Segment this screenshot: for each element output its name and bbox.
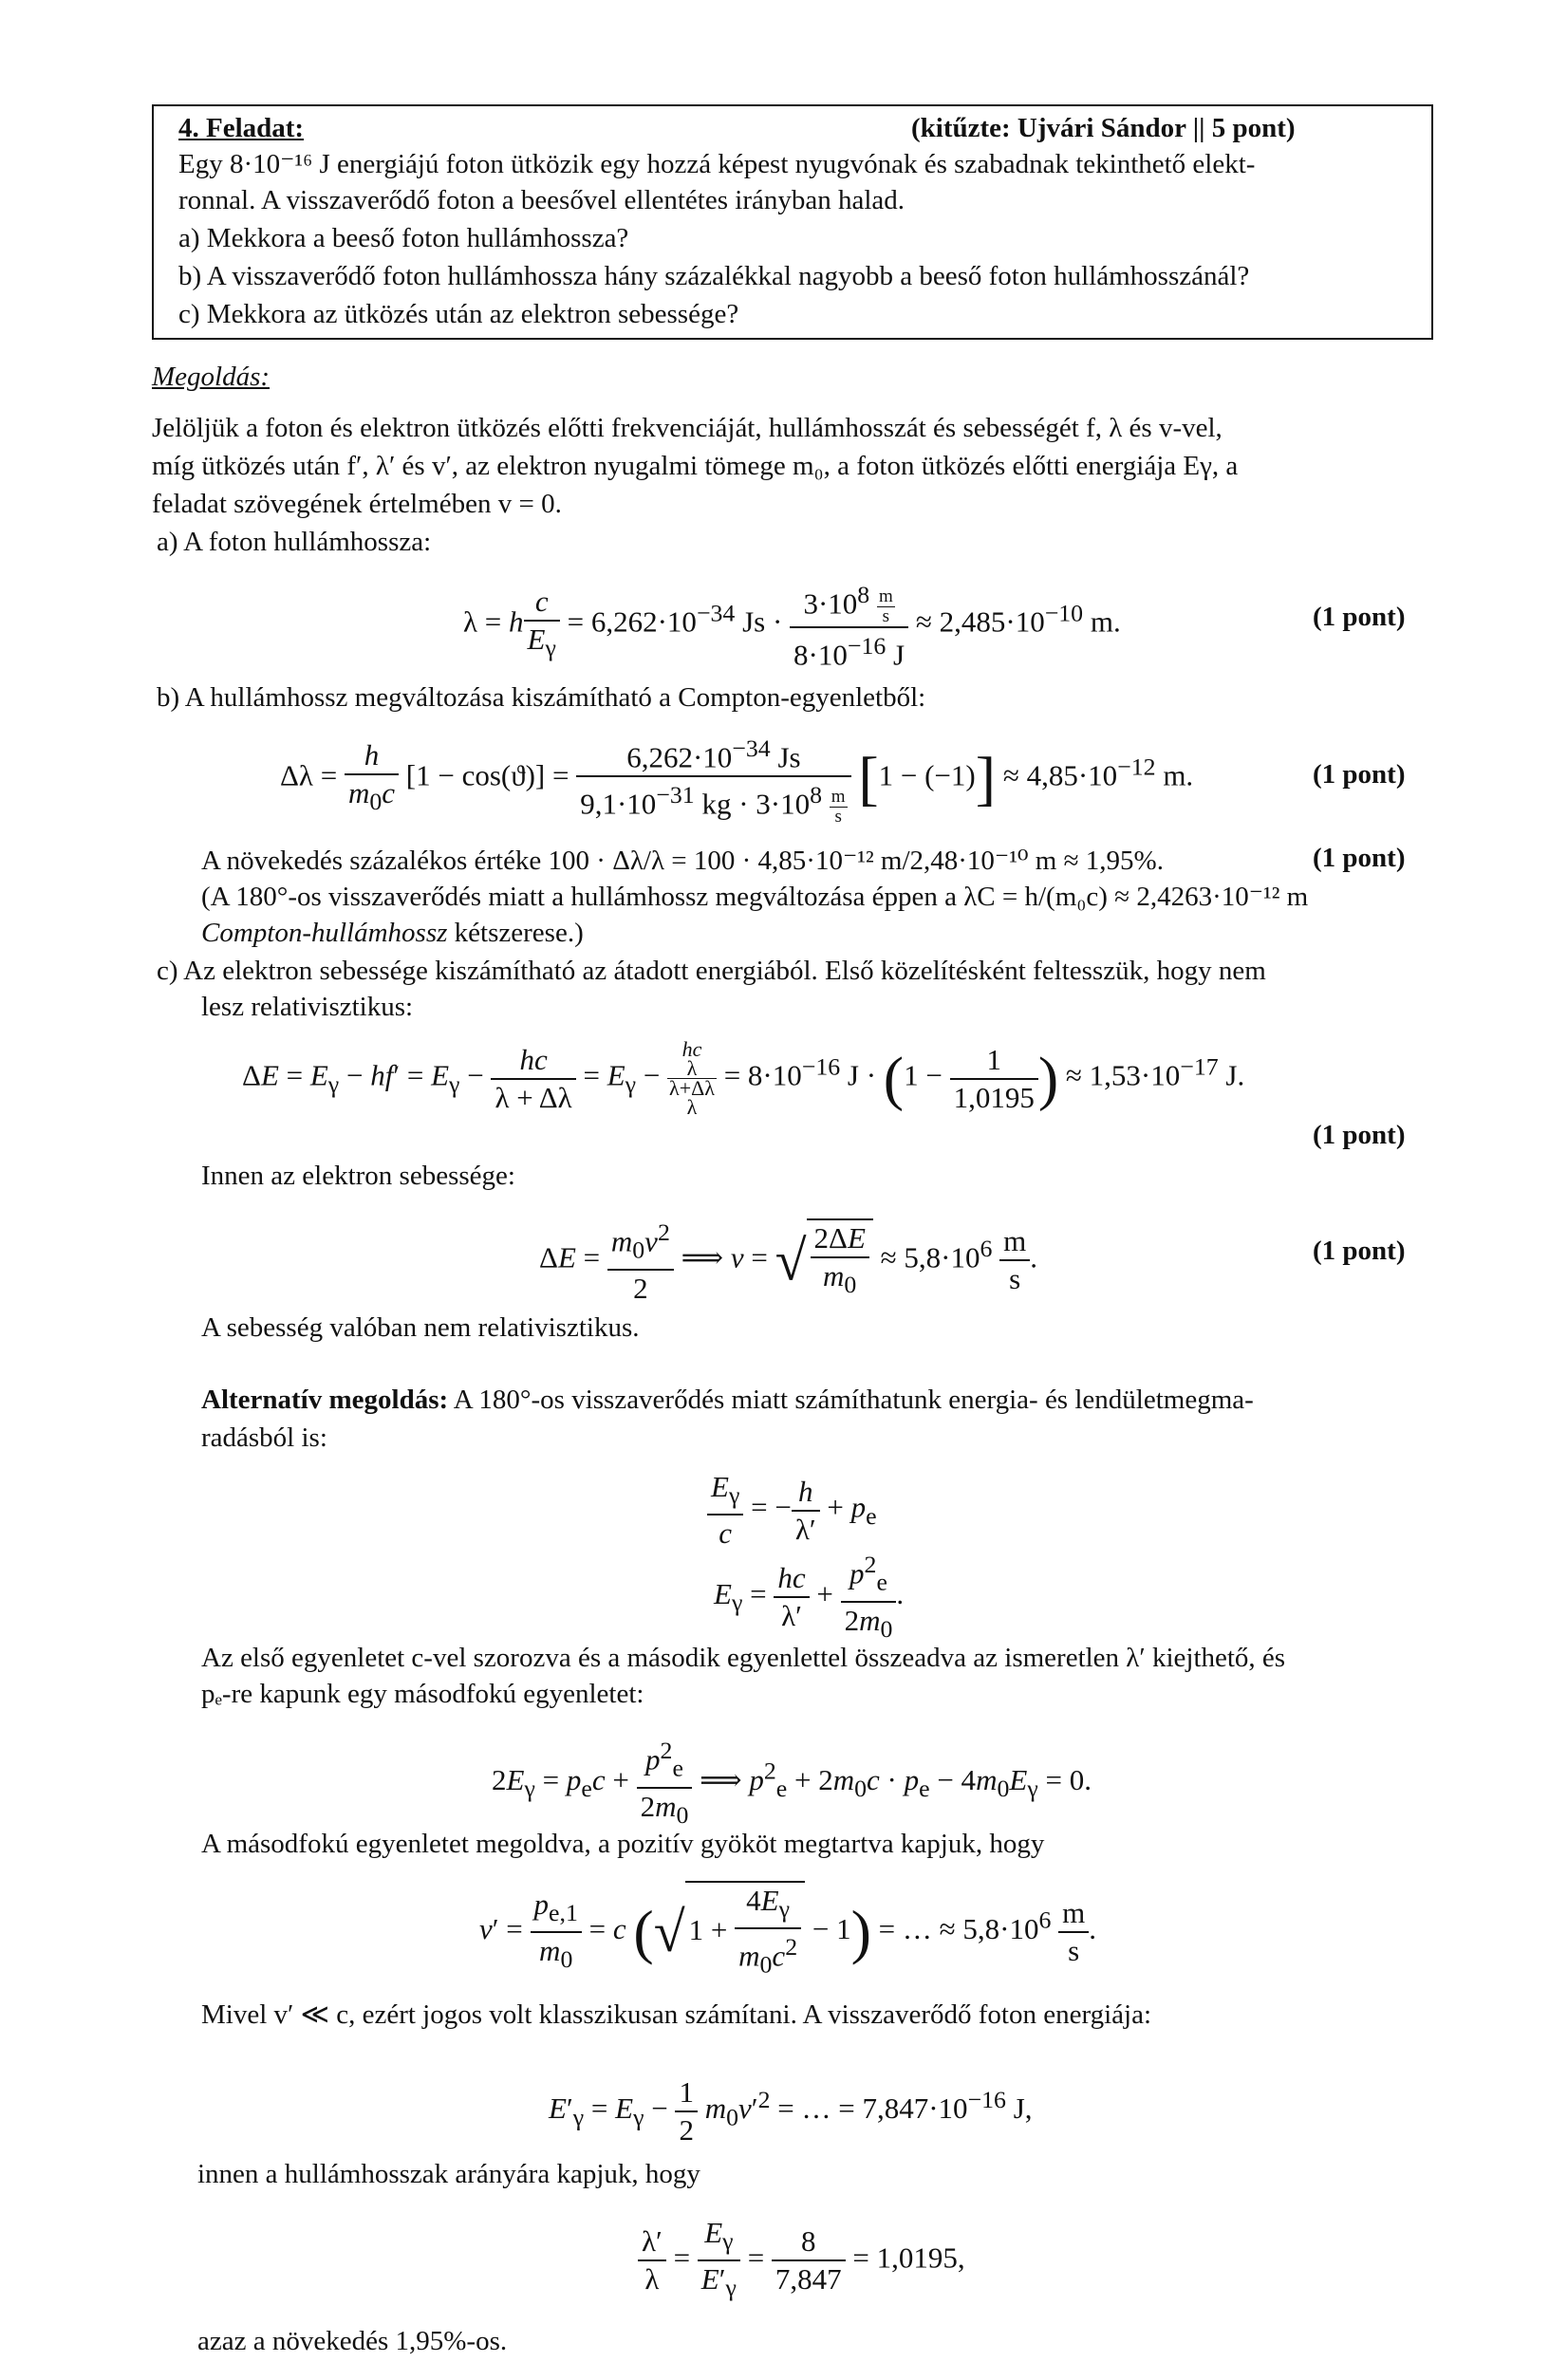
equation-3: $\Delta E = E_\gamma - hf' = E_\gamma$ − $\frac{hc}{\lambda + \Delta\lambda}$ = $E_\gamma$ − hc λ λ+Δλ λ = $8\cdot 10^{-16}$ J · (1 − $\frac{1}{1,0195}$ ) ≈ $1,53\cdot 10^{-17}$ J. — [242, 1037, 1245, 1119]
compton-suffix: kétszerese.) — [447, 918, 584, 948]
part-c-text-1: Innen az elektron sebessége: — [201, 1161, 515, 1191]
alt-line-5: A másodfokú egyenletet megoldva, a pozitív gyököt megtartva kapjuk, hogy — [201, 1829, 1045, 1859]
equation-5a: $\frac{E_\gamma}{c}$ = − $\frac{h}{\lambda'}$ + $p_e$ — [707, 1469, 877, 1552]
alt-line-3: Az első egyenletet c-vel szorozva és a második egyenlettel összeadva az ismeretlen λ′ kiejthető, és — [201, 1643, 1286, 1673]
problem-line-5: c) Mekkora az ütközés után az elektron sebessége? — [178, 299, 739, 329]
alt-label: Alternatív megoldás: — [201, 1385, 449, 1415]
part-a-heading: a) A foton hullámhossza: — [157, 527, 432, 557]
problem-line-3: a) Mekkora a beeső foton hullámhossza? — [178, 223, 629, 253]
equation-6: $2E_\gamma = p_ec$ + $\frac{p^2_e}{2m_0}$ ⟹ $p^2_e + 2m_0c \cdot p_e - 4m_0E_\gamma = 0$. — [492, 1733, 1092, 1833]
points-c2: (1 pont) — [1313, 1236, 1406, 1266]
alt-line-2: radásból is: — [201, 1422, 327, 1453]
equation-7: v′ = $\frac{p_{e,1}}{m_0}$ = c (√ 1 + $\frac{4E_\gamma}{m_0c^2}$ − 1) = … ≈ $5,8\cdot 10^6$ $\frac{m}{s}$ . — [479, 1881, 1096, 1983]
problem-title: 4. Feladat: — [178, 113, 305, 143]
points-c1: (1 pont) — [1313, 1120, 1406, 1150]
equation-2: Δλ = $\frac{h}{m_0c}$ [1 − cos(ϑ)] = $6,262\cdot 10^{-34}$ Js $9,1\cdot 10^{-31}$ kg · $3\cdot 10^8$ $\frac{m}{s}$ $[1 - (-1)] \approx 4,85\cdot 10^{-12}$ m. — [280, 731, 1193, 827]
problem-line-2: ronnal. A visszaverődő foton a beesővel ellentétes irányban halad. — [178, 185, 905, 215]
intro-line-2: míg ütközés után f′, λ′ és v′, az elektron nyugalmi tömege m₀, a foton ütközés előtti energiája Eγ, a — [152, 451, 1239, 481]
points-a: (1 pont) — [1313, 602, 1406, 632]
intro-line-1: Jelöljük a foton és elektron ütközés előtti frekvenciáját, hullámhosszát és sebességét f, λ és v-vel, — [152, 413, 1223, 443]
problem-line-4: b) A visszaverődő foton hullámhossza hány százalékkal nagyobb a beeső foton hullámhosszánál? — [178, 261, 1250, 291]
solution-label: Megoldás: — [152, 362, 271, 392]
equation-1: λ = h $\frac{c}{E_\gamma}$ = $6,262\cdot 10^{-34}$ Js · $3\cdot 10^8$ $\frac{m}{s}$ $8\cdot 10^{-16}$ J ≈ $2,485\cdot 10^{-10}$ m. — [463, 577, 1121, 673]
equation-4: ΔE = $\frac{m_0v^2}{2}$ ⟹ v = √ $\frac{2\Delta E}{m_0}$ ≈ $5,8\cdot 10^6$ $\frac{m}{s}$ . — [539, 1215, 1037, 1307]
alt-line-1 — [201, 1382, 1254, 1418]
alt-text-1: A 180°-os visszaverődés miatt számíthatunk energia- és lendületmegma- — [448, 1385, 1254, 1415]
equation-9: $\frac{\lambda'}{\lambda}$ = $\frac{E_\gamma}{E'_\gamma}$ = $\frac{8}{7,847}$ = 1,0195, — [638, 2215, 965, 2306]
intro-line-3: feladat szövegének értelmében v = 0. — [152, 489, 562, 519]
part-b-note-1: (A 180°-os visszaverődés miatt a hullámhossz megváltozása éppen a λC = h/(m₀c) ≈ 2,4263·10⁻¹² m — [201, 882, 1309, 912]
part-c-heading-2: lesz relativisztikus: — [201, 992, 414, 1022]
alt-line-7: innen a hullámhosszak arányára kapjuk, hogy — [197, 2159, 700, 2189]
part-b-note-2 — [201, 915, 584, 951]
compton-term: Compton-hullámhossz — [201, 918, 448, 948]
problem-line-1: Egy 8·10⁻¹⁶ J energiájú foton ütközik egy hozzá képest nyugvónak és szabadnak tekinthető elekt- — [178, 149, 1256, 179]
alt-line-4: pₑ-re kapunk egy másodfokú egyenletet: — [201, 1679, 644, 1709]
alt-line-8: azaz a növekedés 1,95%-os. — [197, 2326, 508, 2356]
equation-5b: $E_\gamma$ = $\frac{hc}{\lambda'}$ + $\frac{p^2_e}{2m_0}$ . — [714, 1547, 904, 1647]
alt-line-6: Mivel v′ ≪ c, ezért jogos volt klasszikusan számítani. A visszaverődő foton energiája: — [201, 1999, 1151, 2030]
equation-8: $E'_\gamma = E_\gamma$ − $\frac{1}{2}$ $m_0v'^2$ = … = $7,847\cdot 10^{-16}$ J, — [549, 2075, 1033, 2147]
problem-credit: (kitűzte: Ujvári Sándor || 5 pont) — [911, 113, 1296, 143]
part-b-heading: b) A hullámhossz megváltozása kiszámítható a Compton-egyenletből: — [157, 682, 926, 713]
points-b2: (1 pont) — [1313, 843, 1406, 873]
points-b: (1 pont) — [1313, 759, 1406, 790]
part-b-percent: A növekedés százalékos értéke 100 · Δλ/λ = 100 · 4,85·10⁻¹² m/2,48·10⁻¹⁰ m ≈ 1,95%. — [201, 846, 1164, 876]
part-c-text-2: A sebesség valóban nem relativisztikus. — [201, 1312, 640, 1343]
part-c-heading-1: c) Az elektron sebessége kiszámítható az átadott energiából. Első közelítésként feltesszük, hogy nem — [157, 956, 1266, 986]
